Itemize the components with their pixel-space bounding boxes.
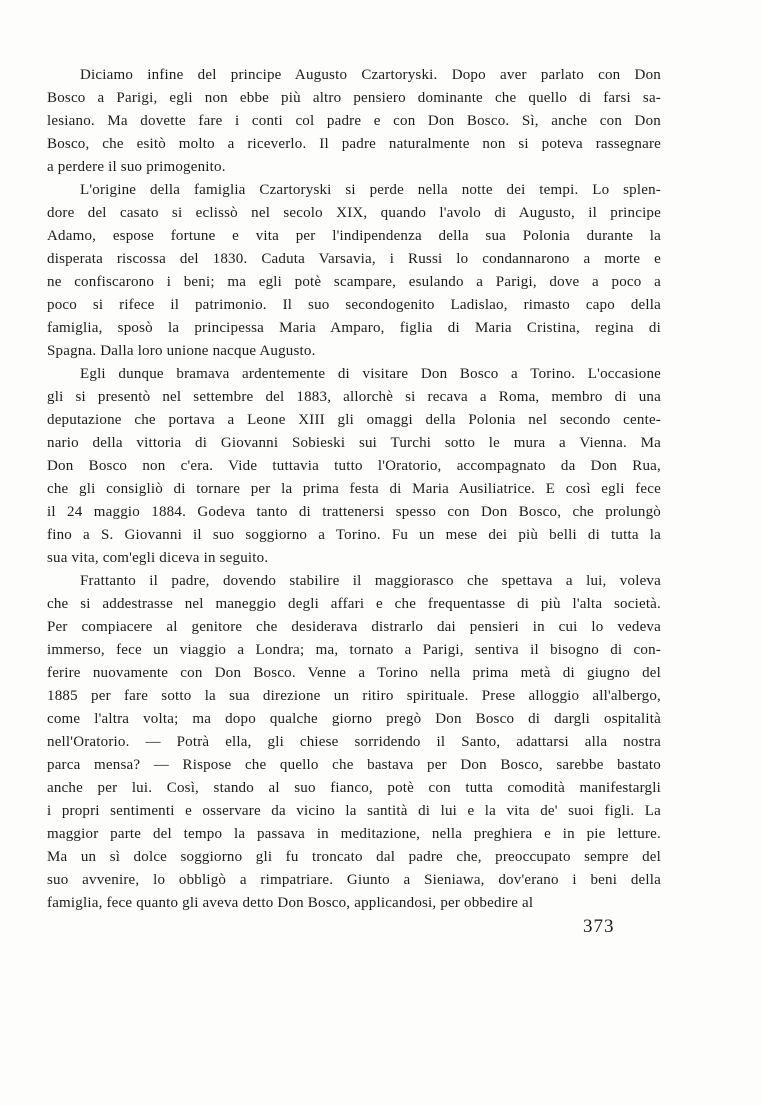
text-line: che si addestrasse nel maneggio degli affari e che frequentasse di più l'alta società.: [47, 596, 661, 612]
text-line: immerso, fece un viaggio a Londra; ma, tornato a Parigi, sentiva il bisogno di con-: [47, 642, 661, 658]
text-line: nell'Oratorio. — Potrà ella, gli chiese sorridendo il Santo, adattarsi alla nostra: [47, 734, 661, 750]
paragraph: [47, 179, 661, 363]
text-line: il 24 maggio 1884. Godeva tanto di trattenersi spesso con Don Bosco, che prolungò: [47, 504, 661, 520]
text-line: deputazione che portava a Leone XIII gli omaggi della Polonia nel secondo cente-: [47, 412, 661, 428]
text-line: suo avvenire, lo obbligò a rimpatriare. Giunto a Sieniawa, dov'erano i beni della: [47, 872, 661, 888]
text-line: Spagna. Dalla loro unione nacque Augusto.: [47, 343, 316, 359]
paragraph: [47, 64, 661, 179]
text-line: 1885 per fare sotto la sua direzione un ritiro spirituale. Prese alloggio all'albergo,: [47, 688, 661, 704]
text-line: Adamo, espose fortune e vita per l'indipendenza della sua Polonia durante la: [47, 228, 661, 244]
text-line: dore del casato si eclissò nel secolo XIX, quando l'avolo di Augusto, il principe: [47, 205, 661, 221]
text-line: ne confiscarono i beni; ma egli potè scampare, esulando a Parigi, dove a poco a: [47, 274, 661, 290]
text-line: ferire nuovamente con Don Bosco. Venne a Torino nella prima metà di giugno del: [47, 665, 661, 681]
text-line: i propri sentimenti e osservare da vicino la santità di lui e la vita de' suoi figli. La: [47, 803, 661, 819]
text-line: Bosco a Parigi, egli non ebbe più altro pensiero dominante che quello di farsi sa-: [47, 90, 661, 106]
page-number: 373: [583, 916, 615, 937]
text-line: maggior parte del tempo la passava in meditazione, nella preghiera e in pie letture.: [47, 826, 661, 842]
text-line: nario della vittoria di Giovanni Sobieski sui Turchi sotto le mura a Vienna. Ma: [47, 435, 661, 451]
text-line: famiglia, fece quanto gli aveva detto Don Bosco, applicandosi, per obbedire al: [47, 895, 534, 911]
text-line: Bosco, che esitò molto a riceverlo. Il padre naturalmente non si poteva rassegnare: [47, 136, 661, 152]
text-line: sua vita, com'egli diceva in seguito.: [47, 550, 269, 566]
paragraph: [47, 363, 661, 570]
paragraph: [47, 570, 661, 915]
text-line: fino a S. Giovanni il suo soggiorno a Torino. Fu un mese dei più belli di tutta la: [47, 527, 661, 543]
text-line: Don Bosco non c'era. Vide tuttavia tutto l'Oratorio, accompagnato da Don Rua,: [47, 458, 661, 474]
text-line: Per compiacere al genitore che desiderava distrarlo dai pensieri in cui lo vedeva: [47, 619, 661, 635]
text-line: L'origine della famiglia Czartoryski si perde nella notte dei tempi. Lo splen-: [80, 182, 661, 198]
text-line: gli si presentò nel settembre del 1883, allorchè si recava a Roma, membro di una: [47, 389, 661, 405]
text-line: disperata riscossa del 1830. Caduta Varsavia, i Russi lo condannarono a morte e: [47, 251, 661, 267]
text-line: Egli dunque bramava ardentemente di visitare Don Bosco a Torino. L'occasione: [80, 366, 661, 382]
text-line: parca mensa? — Rispose che quello che bastava per Don Bosco, sarebbe bastato: [47, 757, 661, 773]
text-line: poco si rifece il patrimonio. Il suo secondogenito Ladislao, rimasto capo della: [47, 297, 661, 313]
text-line: come l'altra volta; ma dopo qualche giorno pregò Don Bosco di dargli ospitalità: [47, 711, 661, 727]
text-line: anche per lui. Così, stando al suo fianco, potè con tutta comodità manifestargli: [47, 780, 661, 796]
text-line: Ma un sì dolce soggiorno gli fu troncato dal padre che, preoccupato sempre del: [47, 849, 661, 865]
text-line: famiglia, sposò la principessa Maria Amparo, figlia di Maria Cristina, regina di: [47, 320, 661, 336]
text-line: a perdere il suo primogenito.: [47, 159, 226, 175]
text-line: Frattanto il padre, dovendo stabilire il maggiorasco che spettava a lui, voleva: [80, 573, 661, 589]
body-text: [47, 64, 661, 915]
text-line: che gli consigliò di tornare per la prima festa di Maria Ausiliatrice. E così egli fece: [47, 481, 661, 497]
text-line: Diciamo infine del principe Augusto Czartoryski. Dopo aver parlato con Don: [80, 67, 661, 83]
text-line: lesiano. Ma dovette fare i conti col padre e con Don Bosco. Sì, anche con Don: [47, 113, 661, 129]
